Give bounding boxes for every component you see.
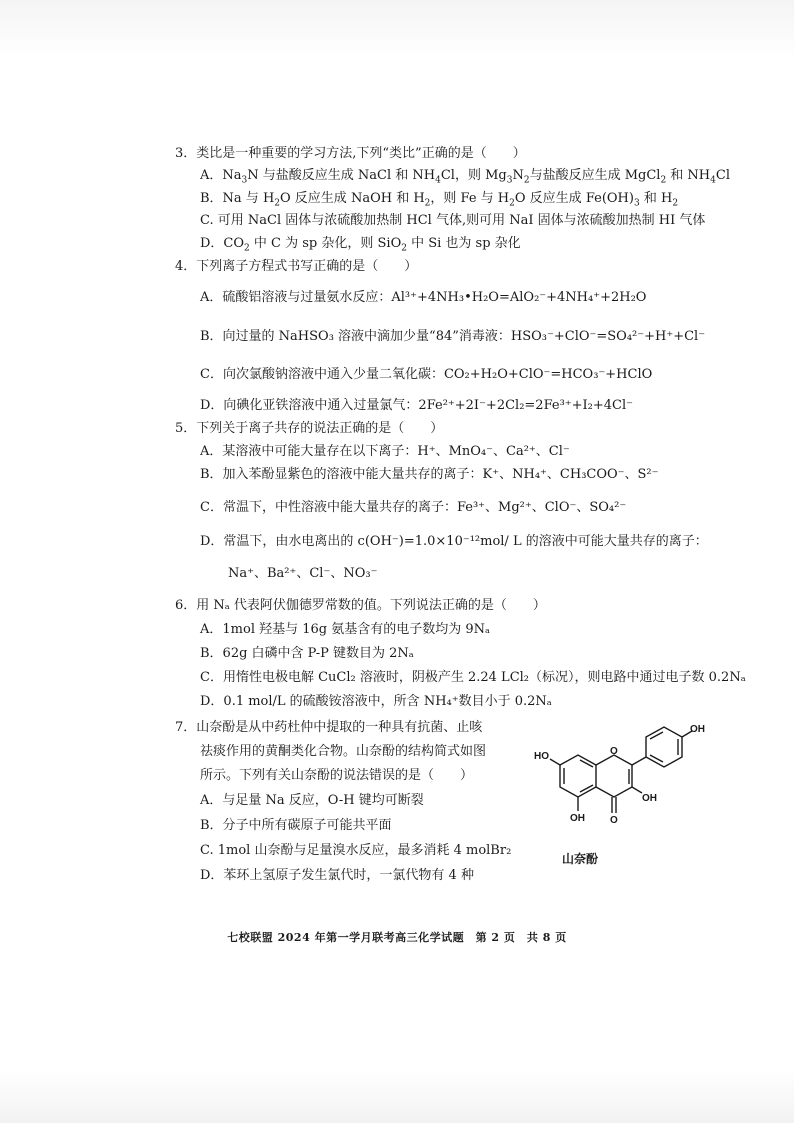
q4-option-c: C．向次氯酸钠溶液中通入少量二氧化碳：CO₂+H₂O+ClO⁻=HCO₃⁻+HClO [200, 367, 653, 382]
q6-stem: 6．用 Nₐ 代表阿伏伽德罗常数的值。下列说法正确的是（ ） [175, 598, 546, 613]
carbonyl-oxygen-label: O [610, 815, 618, 826]
q7-stem-line2: 祛痰作用的黄酮类化合物。山奈酚的结构简式如图 [200, 744, 487, 759]
q3-option-a: A．$Na_3N$ 与盐酸反应生成 NaCl 和 $NH_4Cl$，则 $Mg_3N_2$与盐酸反应生成 MgCl$_2$ 和 $NH_4Cl$ [200, 168, 730, 186]
ring-oxygen-label: O [610, 746, 618, 757]
q5-option-d-ions: Na⁺、Ba²⁺、Cl⁻、NO₃⁻ [228, 566, 378, 581]
q6-option-b: B．62g 白磷中含 P-P 键数目为 2Nₐ [200, 646, 414, 661]
q5-option-d: D．常温下，由水电离出的 c(OH⁻)=1.0×10⁻¹²mol/ L 的溶液中可能大量共存的离子： [200, 534, 708, 549]
q7-option-b: B．分子中所有碳原子可能共平面 [200, 818, 392, 833]
q3-option-d: D．$CO_2$ 中 C 为 sp 杂化，则 SiO$_2$ 中 Si 也为 sp 杂化 [200, 236, 521, 254]
q6-option-c: C．用惰性电极电解 CuCl₂ 溶液时，阴极产生 2.24 LCl₂（标况），则电路中通过电子数 0.2Nₐ [200, 670, 746, 685]
q4-option-b: B．向过量的 NaHSO₃ 溶液中滴加少量“84”消毒液：HSO₃⁻+ClO⁻=SO₄²⁻+H⁺+Cl⁻ [200, 329, 706, 344]
q4-option-d: D．向碘化亚铁溶液中通入过量氯气：2Fe²⁺+2I⁻+2Cl₂=2Fe³⁺+I₂+4Cl⁻ [200, 398, 634, 413]
q7-option-a: A．与足量 Na 反应，O-H 键均可断裂 [200, 793, 424, 808]
ring-a [560, 755, 596, 797]
ring-b [646, 727, 682, 767]
oh-right-label: OH [642, 793, 657, 804]
q5-stem: 5．下列关于离子共存的说法正确的是（ ） [175, 421, 444, 436]
q6-option-a: A．1mol 羟基与 16g 氨基含有的电子数均为 9Nₐ [200, 622, 491, 637]
q7-option-d: D．苯环上氢原子发生氯代时，一氯代物有 4 种 [200, 868, 474, 883]
q3-option-b: B．Na 与 $H_2O$ 反应生成 NaOH 和 $H_2$，则 Fe 与 $H_2O$ 反应生成 $Fe(OH)_3$ 和 $H_2$ [200, 191, 679, 209]
q3-stem: 3．类比是一种重要的学习方法,下列“类比”正确的是（ ） [175, 146, 526, 161]
q5-option-b: B．加入苯酚显紫色的溶液中能大量共存的离子：K⁺、NH₄⁺、CH₃COO⁻、S²⁻ [200, 467, 659, 482]
q4-option-a: A．硫酸铝溶液与过量氨水反应：Al³⁺+4NH₃•H₂O=AlO₂⁻+4NH₄⁺+2H₂O [200, 290, 647, 305]
q5-option-a: A．某溶液中可能大量存在以下离子：H⁺、MnO₄⁻、Ca²⁺、Cl⁻ [200, 444, 570, 459]
q3-option-c: C. 可用 NaCl 固体与浓硫酸加热制 HCl 气体,则可用 NaI 固体与浓硫酸加热制 HI 气体 [200, 213, 706, 228]
q6-option-d: D．0.1 mol/L 的硫酸铵溶液中，所含 NH₄⁺数目小于 0.2Nₐ [200, 694, 552, 709]
kaempferol-structure [510, 725, 720, 875]
ho-left-label: HO [534, 751, 549, 762]
oh-bottom-label: OH [570, 813, 585, 824]
q5-option-c: C．常温下，中性溶液中能大量共存的离子：Fe³⁺、Mg²⁺、ClO⁻、SO₄²⁻ [200, 500, 627, 515]
q7-stem-line1: 7．山奈酚是从中药杜仲中提取的一种具有抗菌、止咳 [175, 720, 483, 735]
q7-stem-line3: 所示。下列有关山奈酚的说法错误的是（ ） [200, 768, 474, 783]
q7-option-c: C. 1mol 山奈酚与足量溴水反应，最多消耗 4 molBr₂ [200, 843, 512, 858]
page-footer: 七校联盟 2024 年第一学月联考高三化学试题 第 2 页 共 8 页 [227, 931, 567, 944]
q4-stem: 4．下列离子方程式书写正确的是（ ） [175, 259, 418, 274]
molecule-caption: 山奈酚 [562, 852, 599, 866]
oh-top-label: OH [690, 725, 705, 735]
